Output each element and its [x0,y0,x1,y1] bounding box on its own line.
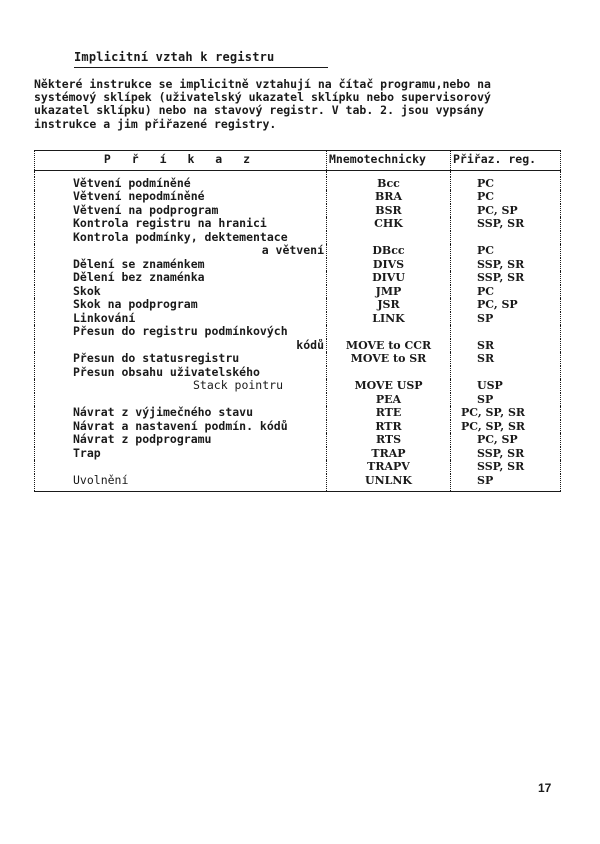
cell-mnemonic: RTE [327,406,451,420]
cell-command: Větvení nepodmíněné [35,190,327,204]
cell-register [451,231,561,245]
cell-register: SR [451,352,561,366]
cell-register: SSP, SR [451,460,561,474]
cell-mnemonic: TRAPV [327,460,451,474]
cell-register: SSP, SR [451,217,561,231]
table-row [35,339,561,353]
intro-line: ukazatel sklípku) nebo na stavový registr. V tab. 2. jsou vypsány [34,103,485,118]
table-row [35,393,561,407]
cell-register: PC, SP [451,204,561,218]
cell-mnemonic [327,366,451,380]
cell-command: Návrat z výjimečného stavu [35,406,327,420]
table-row [35,204,561,218]
cell-command: Dělení bez znaménka [35,271,327,285]
table-row [35,366,561,380]
table-row [35,406,561,420]
table-row [35,447,561,461]
table-row [35,285,561,299]
cell-mnemonic: TRAP [327,447,451,461]
cell-command: Uvolnění [35,474,327,492]
table-row [35,460,561,474]
table-row [35,352,561,366]
cell-mnemonic: MOVE to SR [327,352,451,366]
table-row [35,379,561,393]
cell-command: Stack pointru [35,379,327,393]
cell-command: Návrat z podprogramu [35,433,327,447]
table-row [35,258,561,272]
table-row [35,271,561,285]
cell-command: Skok na podprogram [35,298,327,312]
cell-register: PC, SP, SR [451,406,561,420]
cell-mnemonic: DIVS [327,258,451,272]
cell-register: SP [451,474,561,492]
cell-command: Návrat a nastavení podmín. kódů [35,420,327,434]
table-row [35,312,561,326]
cell-register: PC [451,177,561,191]
cell-register: PC [451,285,561,299]
cell-register: PC [451,190,561,204]
cell-mnemonic [327,231,451,245]
cell-mnemonic: BSR [327,204,451,218]
table-row [35,190,561,204]
table-header-row [35,151,561,171]
intro-line: instrukce a jim přiřazené registry. [34,116,277,131]
intro-line: systémový sklípek (uživatelský ukazatel sklípku nebo supervisorový [34,90,491,105]
table-row [35,217,561,231]
cell-register [451,325,561,339]
cell-command: Linkování [35,312,327,326]
header-register: Přiřaz. reg. [451,151,561,171]
table-row [35,433,561,447]
cell-register: SR [451,339,561,353]
title-underline [74,67,328,68]
cell-command: Trap [35,447,327,461]
cell-register [451,366,561,380]
cell-command: Kontrola registru na hranici [35,217,327,231]
cell-mnemonic: DIVU [327,271,451,285]
table-row [35,298,561,312]
cell-mnemonic: MOVE USP [327,379,451,393]
table-row [35,325,561,339]
cell-mnemonic: CHK [327,217,451,231]
cell-command: Větvení na podprogram [35,204,327,218]
cell-command: Skok [35,285,327,299]
cell-mnemonic: PEA [327,393,451,407]
table-row [35,231,561,245]
cell-mnemonic: LINK [327,312,451,326]
cell-mnemonic: MOVE to CCR [327,339,451,353]
cell-mnemonic: JMP [327,285,451,299]
table-row [35,474,561,492]
page-number: 17 [538,781,552,795]
header-mnemonic: Mnemotechnicky [327,151,451,171]
cell-register: SP [451,393,561,407]
cell-mnemonic: RTR [327,420,451,434]
cell-command: kódů [35,339,327,353]
cell-register: PC, SP [451,433,561,447]
table-row [35,420,561,434]
header-command: P ř í k a z [35,151,327,171]
cell-command: Přesun do statusregistru [35,352,327,366]
register-table [34,150,561,492]
cell-register: USP [451,379,561,393]
table-row [35,244,561,258]
cell-mnemonic: Bcc [327,177,451,191]
cell-mnemonic [327,325,451,339]
cell-register: PC, SP, SR [451,420,561,434]
cell-register: SSP, SR [451,271,561,285]
cell-command: Kontrola podmínky, dektementace [35,231,327,245]
cell-mnemonic: UNLNK [327,474,451,492]
cell-command [35,393,327,407]
cell-mnemonic: DBcc [327,244,451,258]
cell-command: Přesun obsahu uživatelského [35,366,327,380]
cell-command: Větvení podmíněné [35,177,327,191]
cell-register: PC, SP [451,298,561,312]
cell-mnemonic: RTS [327,433,451,447]
cell-register: SSP, SR [451,258,561,272]
cell-register: PC [451,244,561,258]
cell-register: SSP, SR [451,447,561,461]
table-row [35,177,561,191]
cell-command [35,460,327,474]
cell-mnemonic: JSR [327,298,451,312]
cell-command: Přesun do registru podmínkových [35,325,327,339]
intro-paragraph [34,78,570,131]
page-title: Implicitní vztah k registru [74,50,275,64]
cell-mnemonic: BRA [327,190,451,204]
cell-command: a větvení [35,244,327,258]
intro-line: Některé instrukce se implicitně vztahují na čítač programu,nebo na [34,77,491,91]
cell-register: SP [451,312,561,326]
cell-command: Dělení se znaménkem [35,258,327,272]
